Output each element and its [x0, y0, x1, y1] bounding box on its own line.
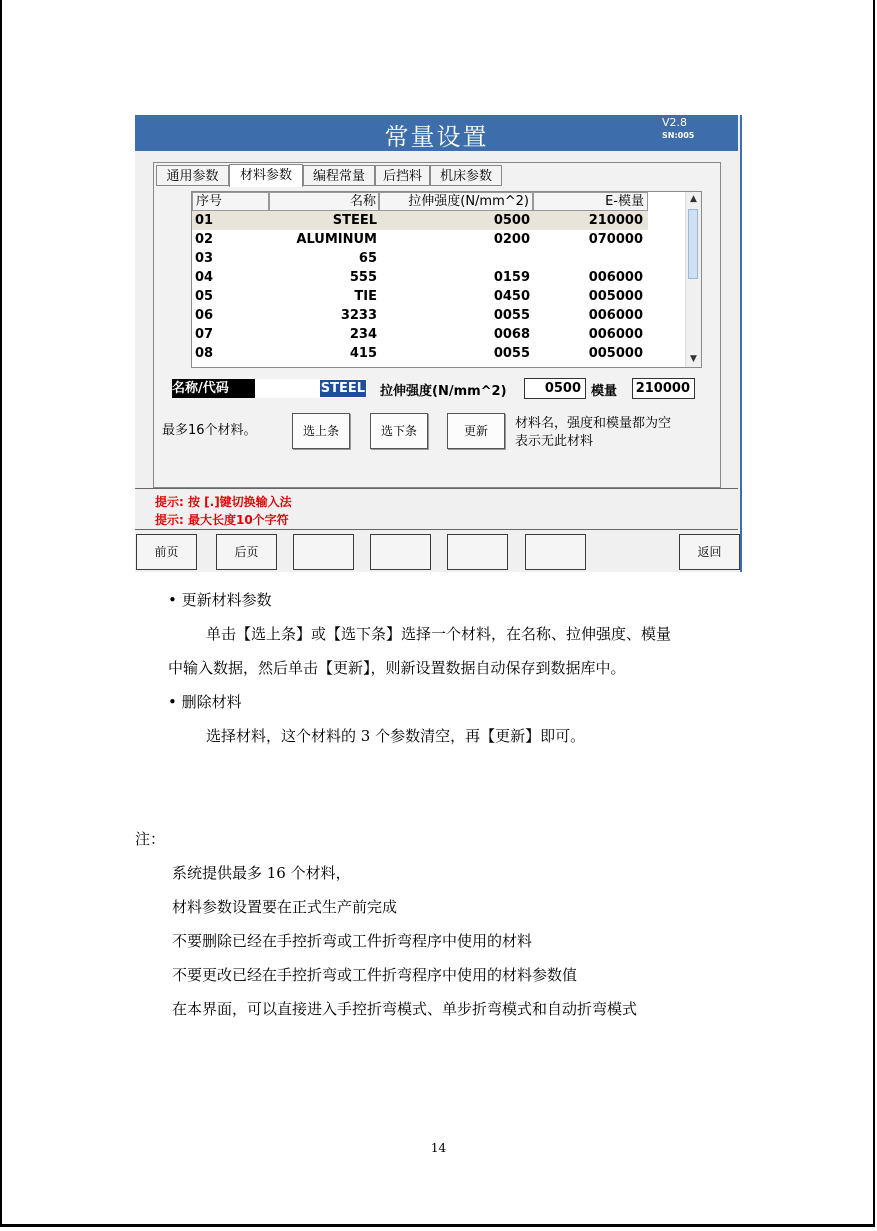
col-no[interactable]: 序号 [192, 192, 269, 211]
table-row[interactable] [192, 211, 648, 230]
name-code-value: STEEL [320, 381, 365, 396]
strength-label: 拉伸强度(N/mm^2) [380, 384, 507, 399]
table-row[interactable] [192, 344, 648, 363]
hint-max-length: 提示: 最大长度10个字符 [155, 513, 289, 527]
col-name[interactable]: 名称 [269, 192, 379, 211]
note-title: 注： [135, 830, 166, 848]
tab-programming[interactable]: 编程常量 [303, 165, 375, 186]
serial-label: SN:005 [662, 131, 695, 140]
col-strength[interactable]: 拉伸强度(N/mm^2) [379, 192, 533, 211]
row-number: 07 [195, 327, 214, 342]
tab-backgauge[interactable]: 后挡料 [375, 165, 430, 186]
hint-divider-top [135, 488, 738, 489]
row-name: 3233 [340, 308, 377, 323]
table-row[interactable] [192, 230, 648, 249]
note-item-4: 不要更改已经在手控折弯或工件折弯程序中使用的材料参数值 [172, 966, 578, 984]
table-row[interactable] [192, 306, 648, 325]
name-code-label: 名称/代码 [172, 379, 255, 398]
update-button[interactable]: 更新 [447, 413, 505, 449]
row-strength: 0068 [493, 327, 530, 342]
tab-material[interactable]: 材料参数 [229, 164, 303, 187]
function-key-5[interactable] [447, 534, 508, 570]
hint-divider-bottom [135, 529, 738, 530]
row-name: 555 [349, 270, 377, 285]
scroll-thumb[interactable] [688, 209, 698, 279]
row-name: STEEL [332, 213, 377, 228]
bullet-update-material: • 更新材料参数 [168, 591, 272, 609]
function-key-4[interactable] [370, 534, 431, 570]
para-update-line1: 单击【选上条】或【选下条】选择一个材料，在名称、拉伸强度、模量 [206, 625, 672, 643]
material-settings-screen [135, 115, 742, 572]
table-row[interactable] [192, 249, 648, 268]
row-number: 02 [195, 232, 214, 247]
row-strength: 0055 [493, 308, 530, 323]
screen-title: 常量设置 [384, 123, 489, 151]
row-strength: 0200 [493, 232, 530, 247]
select-prev-button[interactable]: 选上条 [292, 413, 350, 449]
row-number: 01 [195, 213, 214, 228]
row-strength: 0450 [493, 289, 530, 304]
table-row[interactable] [192, 287, 648, 306]
row-modulus: 070000 [588, 232, 643, 247]
row-number: 04 [195, 270, 214, 285]
settings-panel [153, 162, 721, 488]
note-item-2: 材料参数设置要在正式生产前完成 [172, 898, 398, 916]
row-number: 06 [195, 308, 214, 323]
strength-input[interactable]: 0500 [524, 378, 586, 399]
modulus-label: 模量 [591, 384, 618, 399]
row-number: 03 [195, 251, 214, 266]
row-name: 234 [349, 327, 377, 342]
scroll-up-icon[interactable]: ▲ [690, 194, 697, 204]
col-modulus[interactable]: E-模量 [533, 192, 648, 211]
max-materials-note: 最多16个材料。 [162, 423, 257, 438]
empty-note-line1: 材料名，强度和模量都为空 [515, 416, 672, 431]
back-button[interactable]: 返回 [679, 534, 740, 570]
list-header [192, 192, 683, 211]
name-code-input[interactable] [255, 379, 367, 398]
note-item-5: 在本界面，可以直接进入手控折弯模式、单步折弯模式和自动折弯模式 [172, 1000, 638, 1018]
select-next-button[interactable]: 选下条 [370, 413, 428, 449]
row-modulus: 006000 [588, 308, 643, 323]
table-row[interactable] [192, 325, 648, 344]
note-item-1: 系统提供最多 16 个材料， [172, 864, 351, 882]
row-modulus: 005000 [588, 289, 643, 304]
material-list[interactable] [191, 191, 702, 368]
row-strength: 0159 [493, 270, 530, 285]
tab-machine[interactable]: 机床参数 [430, 165, 502, 186]
prev-page-button[interactable]: 前页 [136, 534, 197, 570]
row-modulus: 005000 [588, 346, 643, 361]
row-name: TIE [354, 289, 377, 304]
para-update-line2: 中输入数据，然后单击【更新】，则新设置数据自动保存到数据库中。 [168, 659, 626, 677]
hint-input-method: 提示: 按 [.]键切换输入法 [155, 495, 292, 509]
scroll-down-icon[interactable]: ▼ [690, 354, 697, 364]
row-number: 05 [195, 289, 214, 304]
row-strength: 0500 [493, 213, 530, 228]
note-item-3: 不要删除已经在手控折弯或工件折弯程序中使用的材料 [172, 932, 533, 950]
version-label: V2.8 [662, 116, 688, 129]
row-name: ALUMINUM [296, 232, 377, 247]
bullet-delete-material: • 删除材料 [168, 693, 242, 711]
row-name: 415 [349, 346, 377, 361]
next-page-button[interactable]: 后页 [216, 534, 277, 570]
row-number: 08 [195, 346, 214, 361]
function-key-6[interactable] [525, 534, 586, 570]
function-key-3[interactable] [293, 534, 354, 570]
row-modulus: 210000 [588, 213, 643, 228]
row-modulus: 006000 [588, 327, 643, 342]
row-name: 65 [358, 251, 377, 266]
modulus-input[interactable]: 210000 [632, 378, 695, 399]
table-row[interactable] [192, 268, 648, 287]
title-bar [135, 115, 738, 151]
tab-general[interactable]: 通用参数 [156, 165, 229, 186]
empty-note-line2: 表示无此材料 [515, 434, 594, 449]
list-scrollbar[interactable] [685, 192, 701, 367]
para-delete: 选择材料，这个材料的 3 个参数清空，再【更新】即可。 [206, 727, 586, 745]
row-modulus: 006000 [588, 270, 643, 285]
row-strength: 0055 [493, 346, 530, 361]
page-number: 14 [430, 1141, 447, 1155]
